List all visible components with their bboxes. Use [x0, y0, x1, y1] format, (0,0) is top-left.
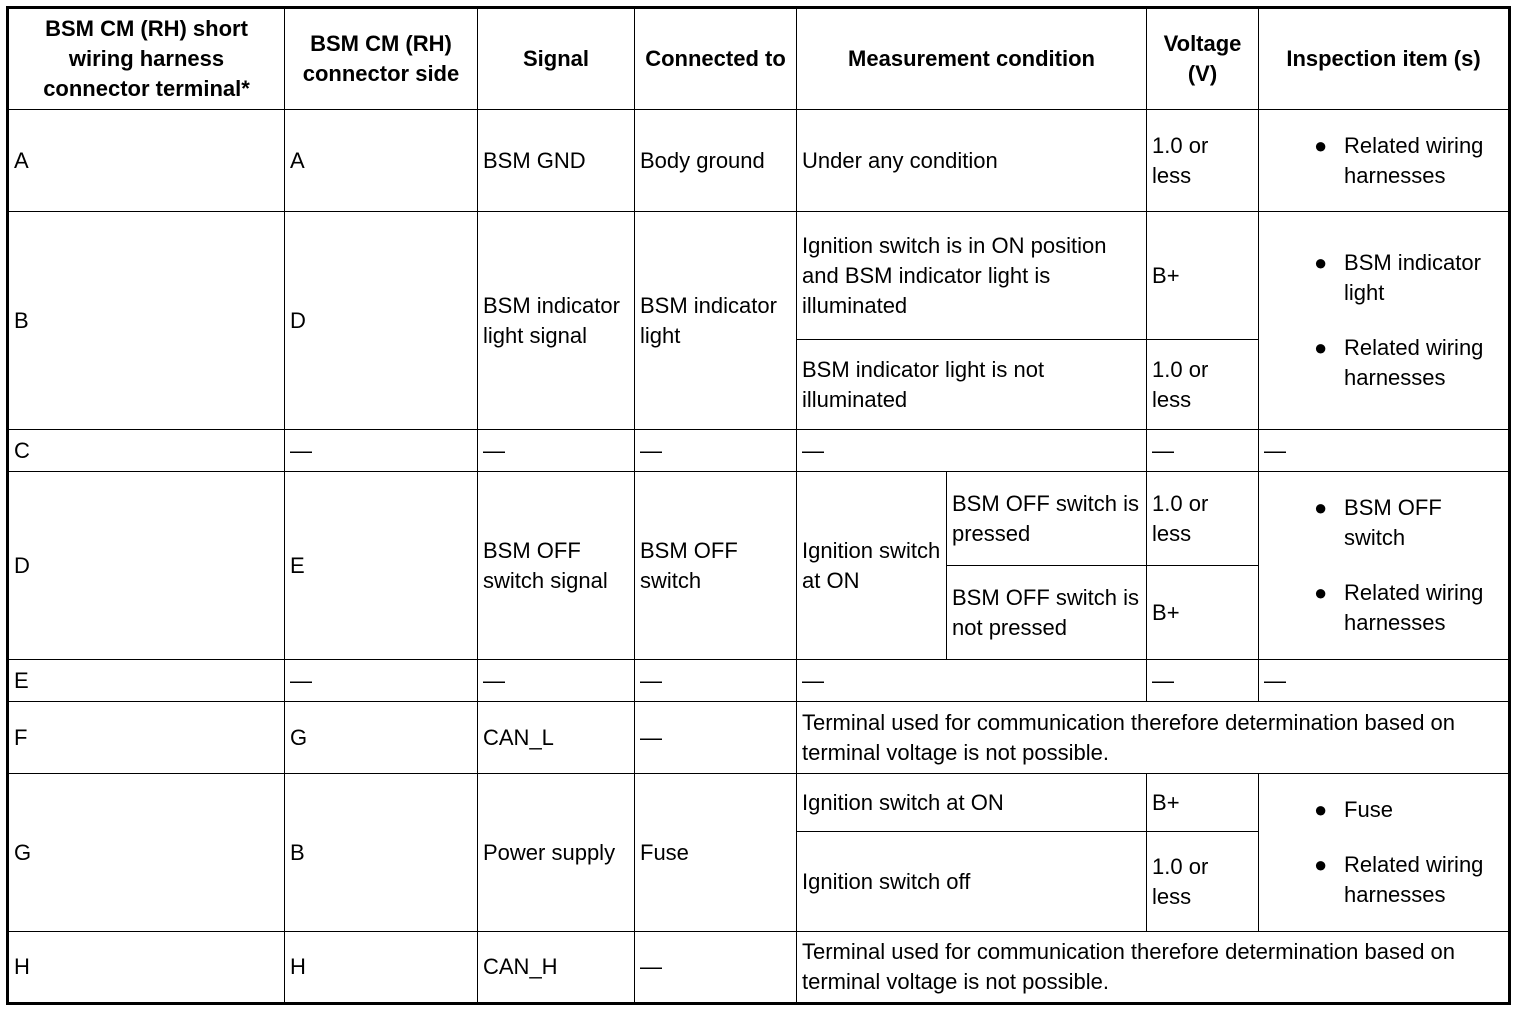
connected-to-cell: Body ground — [635, 110, 797, 212]
inspection-items-cell: — — [1259, 660, 1510, 702]
connected-to-cell: BSM indicator light — [635, 212, 797, 430]
condition-cell: — — [797, 430, 1147, 472]
signal-cell: — — [478, 660, 635, 702]
voltage-cell: — — [1147, 430, 1259, 472]
bullet-icon: ● — [1314, 132, 1328, 158]
table-row — [8, 774, 1510, 832]
condition-cell: Ignition switch is in ON position and BSM indicator light is illuminated — [797, 212, 1147, 340]
table-row — [8, 472, 1510, 566]
inspection-items-cell — [1259, 472, 1510, 660]
terminal-cell: F — [8, 702, 285, 774]
signal-cell: — — [478, 430, 635, 472]
table-row — [8, 660, 1510, 702]
connected-to-cell: BSM OFF switch — [635, 472, 797, 660]
terminal-cell: G — [8, 774, 285, 932]
header-row — [8, 8, 1510, 110]
signal-cell: CAN_H — [478, 932, 635, 1004]
voltage-cell: 1.0 or less — [1147, 472, 1259, 566]
bullet-icon: ● — [1314, 335, 1328, 360]
condition-cell: BSM OFF switch is pressed — [947, 472, 1147, 566]
inspection-item-text: Related wiring harnesses — [1344, 335, 1484, 390]
terminal-cell: H — [8, 932, 285, 1004]
inspection-item-text: Fuse — [1344, 797, 1393, 822]
header-terminal: BSM CM (RH) short wiring harness connector terminal* — [8, 8, 285, 110]
voltage-cell: — — [1147, 660, 1259, 702]
connector-side-cell: A — [285, 110, 478, 212]
signal-cell: BSM GND — [478, 110, 635, 212]
condition-cell: BSM indicator light is not illuminated — [797, 340, 1147, 430]
inspection-list — [1264, 493, 1503, 638]
communication-note-cell: Terminal used for communication therefore determination based on terminal voltage is not possible. — [797, 932, 1510, 1004]
inspection-item-text: BSM indicator light — [1344, 250, 1481, 305]
condition-cell: BSM OFF switch is not pressed — [947, 566, 1147, 660]
inspection-items-cell: — — [1259, 430, 1510, 472]
voltage-cell: 1.0 or less — [1147, 832, 1259, 932]
connector-side-cell: — — [285, 660, 478, 702]
bullet-icon: ● — [1314, 797, 1328, 822]
inspection-item-text: Related wiring harnesses — [1344, 132, 1484, 188]
bullet-icon: ● — [1314, 580, 1328, 605]
terminal-cell: D — [8, 472, 285, 660]
connector-side-cell: — — [285, 430, 478, 472]
inspection-item — [1278, 578, 1503, 638]
inspection-item — [1278, 333, 1503, 393]
voltage-cell: B+ — [1147, 774, 1259, 832]
bullet-icon: ● — [1314, 852, 1328, 877]
connector-side-cell: G — [285, 702, 478, 774]
inspection-item-text: Related wiring harnesses — [1344, 580, 1484, 635]
voltage-cell: 1.0 or less — [1147, 110, 1259, 212]
voltage-cell: B+ — [1147, 566, 1259, 660]
header-voltage: Voltage (V) — [1147, 8, 1259, 110]
inspection-items-cell — [1259, 774, 1510, 932]
signal-cell: CAN_L — [478, 702, 635, 774]
inspection-item — [1278, 248, 1503, 308]
connector-side-cell: H — [285, 932, 478, 1004]
signal-cell: BSM indicator light signal — [478, 212, 635, 430]
condition-cell: — — [797, 660, 1147, 702]
inspection-item — [1278, 795, 1503, 825]
header-connected-to: Connected to — [635, 8, 797, 110]
bullet-icon: ● — [1314, 250, 1328, 275]
header-connector-side: BSM CM (RH) connector side — [285, 8, 478, 110]
condition-cell: Under any condition — [797, 110, 1147, 212]
terminal-cell: E — [8, 660, 285, 702]
condition-cell: Ignition switch off — [797, 832, 1147, 932]
table-row — [8, 932, 1510, 1004]
connected-to-cell: — — [635, 430, 797, 472]
inspection-items-cell — [1259, 110, 1510, 212]
connector-side-cell: E — [285, 472, 478, 660]
header-measurement-condition: Measurement condition — [797, 8, 1147, 110]
inspection-items-cell — [1259, 212, 1510, 430]
bullet-icon: ● — [1314, 495, 1328, 520]
inspection-item — [1278, 131, 1503, 191]
inspection-list — [1264, 131, 1503, 191]
inspection-list — [1264, 795, 1503, 910]
table-row — [8, 430, 1510, 472]
inspection-item-text: Related wiring harnesses — [1344, 852, 1484, 907]
signal-cell: Power supply — [478, 774, 635, 932]
voltage-cell: B+ — [1147, 212, 1259, 340]
connected-to-cell: Fuse — [635, 774, 797, 932]
table-row — [8, 212, 1510, 340]
table-row — [8, 110, 1510, 212]
terminal-cell: C — [8, 430, 285, 472]
table-row — [8, 702, 1510, 774]
condition-cell: Ignition switch at ON — [797, 774, 1147, 832]
inspection-item — [1278, 493, 1503, 553]
header-inspection-items: Inspection item (s) — [1259, 8, 1510, 110]
terminal-cell: B — [8, 212, 285, 430]
connector-side-cell: B — [285, 774, 478, 932]
connected-to-cell: — — [635, 660, 797, 702]
communication-note-cell: Terminal used for communication therefore determination based on terminal voltage is not possible. — [797, 702, 1510, 774]
condition-main-cell: Ignition switch at ON — [797, 472, 947, 660]
voltage-cell: 1.0 or less — [1147, 340, 1259, 430]
connector-side-cell: D — [285, 212, 478, 430]
header-signal: Signal — [478, 8, 635, 110]
connected-to-cell: — — [635, 932, 797, 1004]
inspection-list — [1264, 248, 1503, 393]
terminal-inspection-table — [6, 6, 1511, 1005]
signal-cell: BSM OFF switch signal — [478, 472, 635, 660]
inspection-item-text: BSM OFF switch — [1344, 495, 1442, 550]
terminal-cell: A — [8, 110, 285, 212]
inspection-item — [1278, 850, 1503, 910]
connected-to-cell: — — [635, 702, 797, 774]
